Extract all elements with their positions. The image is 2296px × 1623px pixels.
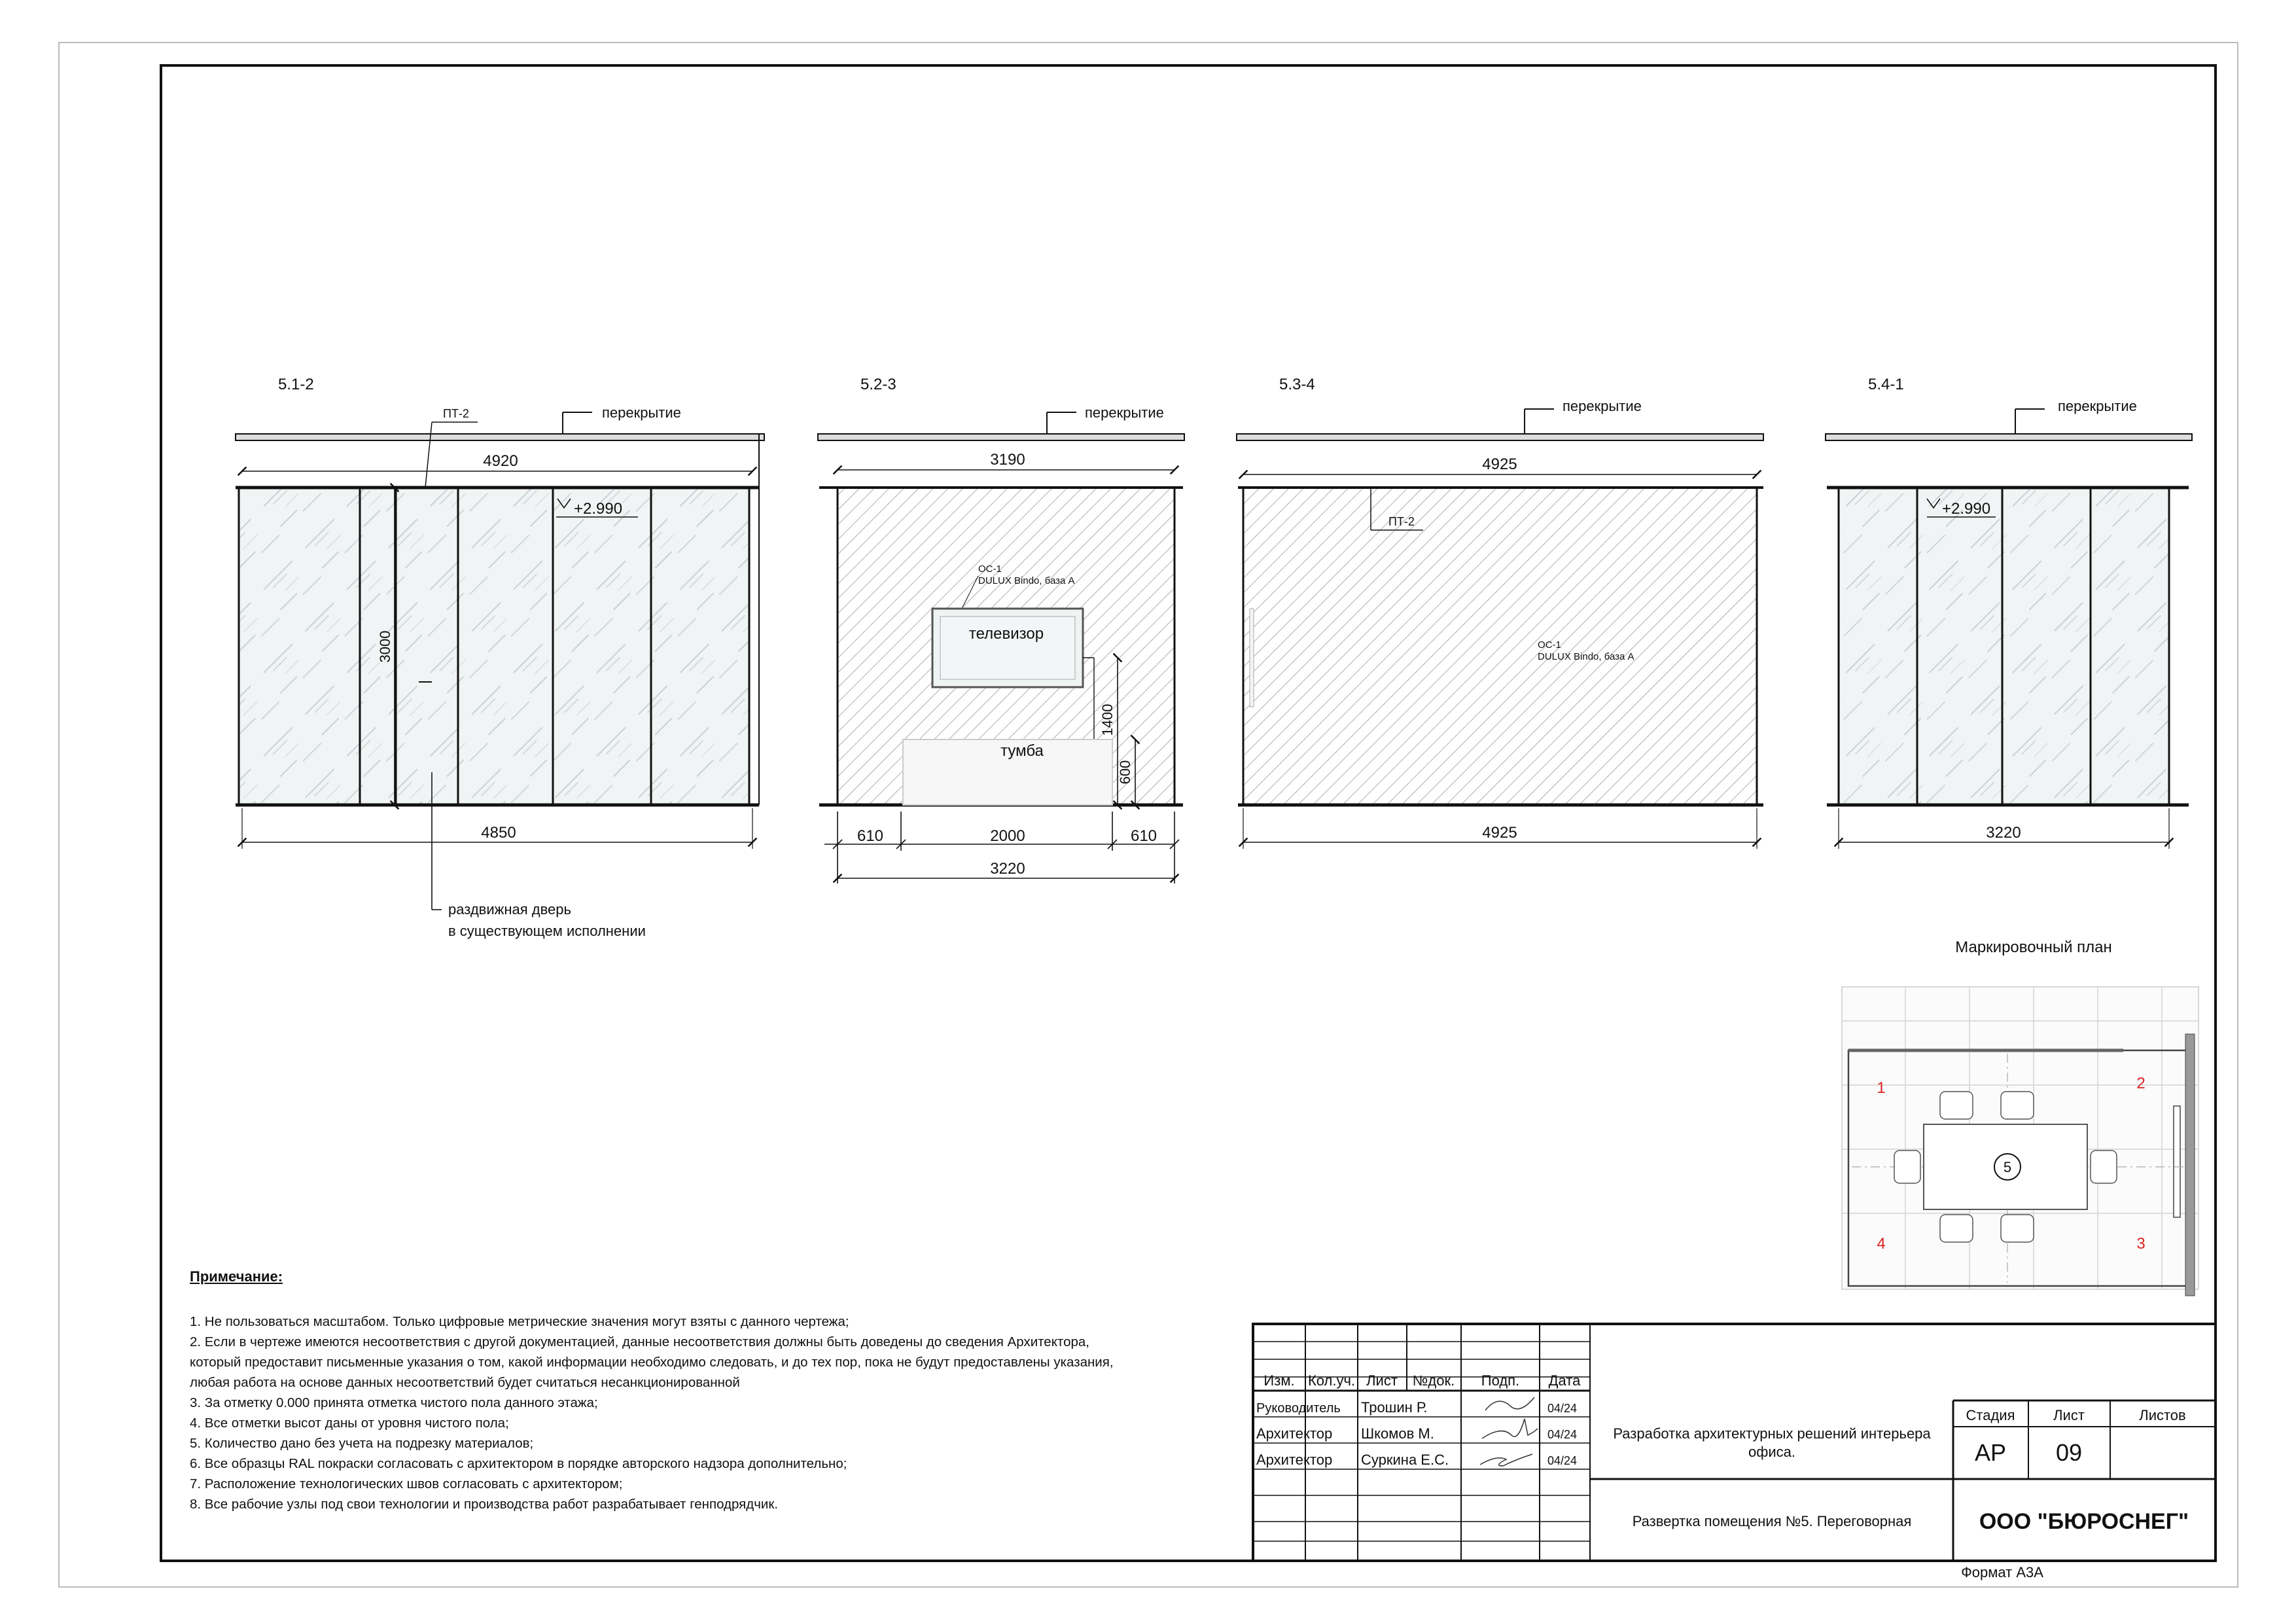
wall-mark-1: 1 — [1877, 1079, 1886, 1097]
cabinet-height-dimension: 600 — [1117, 760, 1133, 785]
bottom-dimension: 3220 — [1986, 824, 2021, 842]
elevation-label: 5.1-2 — [278, 376, 314, 393]
elevation-label: 5.2-3 — [860, 376, 896, 393]
dim-left: 610 — [857, 827, 884, 845]
glass-partition — [239, 488, 749, 805]
paint-code: ОС-1 — [978, 563, 1002, 575]
paint-name: DULUX Bindo, база А — [978, 575, 1075, 586]
date-3: 04/24 — [1547, 1454, 1578, 1467]
name-3: Суркина Е.С. — [1361, 1452, 1449, 1468]
ceiling-slab — [818, 434, 1184, 440]
ceiling-slab — [1237, 434, 1763, 440]
name-1: Трошин Р. — [1361, 1399, 1428, 1416]
ceiling-label: перекрытие — [1085, 404, 1164, 421]
room-number: 5 — [2003, 1159, 2012, 1175]
header-izm: Изм. — [1263, 1372, 1295, 1389]
header-sign: Подп. — [1481, 1372, 1520, 1389]
height-dimension: 3000 — [377, 630, 393, 663]
elevation-5-4-1 — [1826, 376, 2192, 849]
stage-label: Стадия — [1966, 1407, 2015, 1423]
company-name: ООО "БЮРОСНЕГ" — [1979, 1509, 2189, 1534]
ceiling-tag: ПТ-2 — [443, 407, 469, 420]
name-2: Шкомов М. — [1361, 1425, 1434, 1442]
door-note-line-1: раздвижная дверь — [448, 901, 571, 918]
project-title-line-2: офиса. — [1748, 1444, 1795, 1460]
ceiling-slab — [1826, 434, 2192, 440]
sheet-title: Развертка помещения №5. Переговорная — [1632, 1513, 1912, 1529]
sheets-label: Листов — [2139, 1407, 2186, 1423]
sheet-label: Лист — [2053, 1407, 2085, 1423]
note-line: 6. Все образцы RAL покраски согласовать с архитектором в порядке авторского надзора дополнительно; — [190, 1456, 847, 1471]
wall-mark-3: 3 — [2136, 1235, 2146, 1253]
level-mark: +2.990 — [574, 500, 623, 518]
wall-mark-4: 4 — [1877, 1235, 1886, 1253]
header-kolvo: Кол.уч. — [1307, 1372, 1356, 1389]
note-line: 3. За отметку 0.000 принята отметка чистого пола данного этажа; — [190, 1395, 598, 1410]
level-mark: +2.990 — [1942, 500, 1991, 518]
cabinet-label: тумба — [1000, 742, 1044, 760]
key-plan — [1842, 938, 2199, 1296]
top-dimension: 4920 — [483, 452, 518, 470]
notes-section — [190, 1266, 1250, 1514]
paint-code: ОС-1 — [1538, 639, 1561, 651]
note-line: 1. Не пользоваться масштабом. Только цифровые метрические значения могут взяты с данного чертежа; — [190, 1314, 849, 1329]
role-3: Архитектор — [1256, 1452, 1333, 1468]
key-plan-title: Маркировочный план — [1955, 938, 2112, 956]
ceiling-label: перекрытие — [1563, 398, 1642, 414]
note-line: который предоставит письменные указания о том, какой информации необходимо следовать, и до тех пор, пока не будут предоставлены указания, — [190, 1355, 1114, 1370]
top-dimension: 4925 — [1482, 455, 1517, 473]
date-1: 04/24 — [1547, 1402, 1578, 1415]
ceiling-slab — [236, 434, 764, 440]
note-line: 5. Количество дано без учета на подрезку материалов; — [190, 1436, 534, 1451]
elevation-label: 5.3-4 — [1279, 376, 1315, 393]
dim-right: 610 — [1130, 827, 1157, 845]
note-line: 7. Расположение технологических швов согласовать с архитектором; — [190, 1476, 623, 1491]
tv-label: телевизор — [968, 625, 1044, 643]
bottom-dimension: 4850 — [481, 824, 516, 842]
ceiling-label: перекрытие — [2058, 398, 2137, 414]
ceiling-label: перекрытие — [602, 404, 681, 421]
title-block-text — [1256, 1372, 2189, 1580]
format-label: Формат А3А — [1961, 1564, 2043, 1580]
dim-center: 2000 — [990, 827, 1025, 845]
tv-height-dimension: 1400 — [1099, 704, 1116, 736]
header-date: Дата — [1548, 1372, 1581, 1389]
header-list: Лист — [1366, 1372, 1398, 1389]
ceiling-tag: ПТ-2 — [1388, 515, 1415, 528]
elevation-5-2-3 — [818, 376, 1184, 883]
project-title-line-1: Разработка архитектурных решений интерьера — [1613, 1425, 1931, 1442]
role-2: Архитектор — [1256, 1425, 1333, 1442]
header-doc: №док. — [1412, 1372, 1455, 1389]
painted-wall — [1243, 488, 1757, 805]
total-dimension: 3220 — [990, 860, 1025, 878]
note-line: 2. Если в чертеже имеются несоответствия с другой документацией, данные несоответствия должны быть доведены до сведения Архитектора, — [190, 1334, 1089, 1349]
note-line: 8. Все рабочие узлы под свои технологии и производства работ разрабатывает генподрядчик. — [190, 1497, 779, 1512]
elevation-label: 5.4-1 — [1868, 376, 1904, 393]
elevation-5-1-2 — [236, 376, 764, 939]
stage-value: АР — [1974, 1439, 2007, 1466]
door-note-line-2: в существующем исполнении — [448, 923, 646, 939]
notes-title: Примечание: — [190, 1268, 283, 1285]
elevation-5-3-4 — [1237, 376, 1763, 849]
note-line: любая работа на основе данных несоответствий будет считаться несанкционированной — [190, 1375, 740, 1390]
date-2: 04/24 — [1547, 1428, 1578, 1441]
role-1: Руководитель — [1256, 1401, 1341, 1416]
wall-mark-2: 2 — [2136, 1075, 2146, 1092]
top-dimension: 3190 — [990, 451, 1025, 469]
glass-partition — [1839, 488, 2169, 805]
bottom-dimension: 4925 — [1482, 824, 1517, 842]
paint-name: DULUX Bindo, база А — [1538, 651, 1634, 662]
note-line: 4. Все отметки высот даны от уровня чистого пола; — [190, 1416, 509, 1431]
sheet-value: 09 — [2055, 1439, 2083, 1466]
